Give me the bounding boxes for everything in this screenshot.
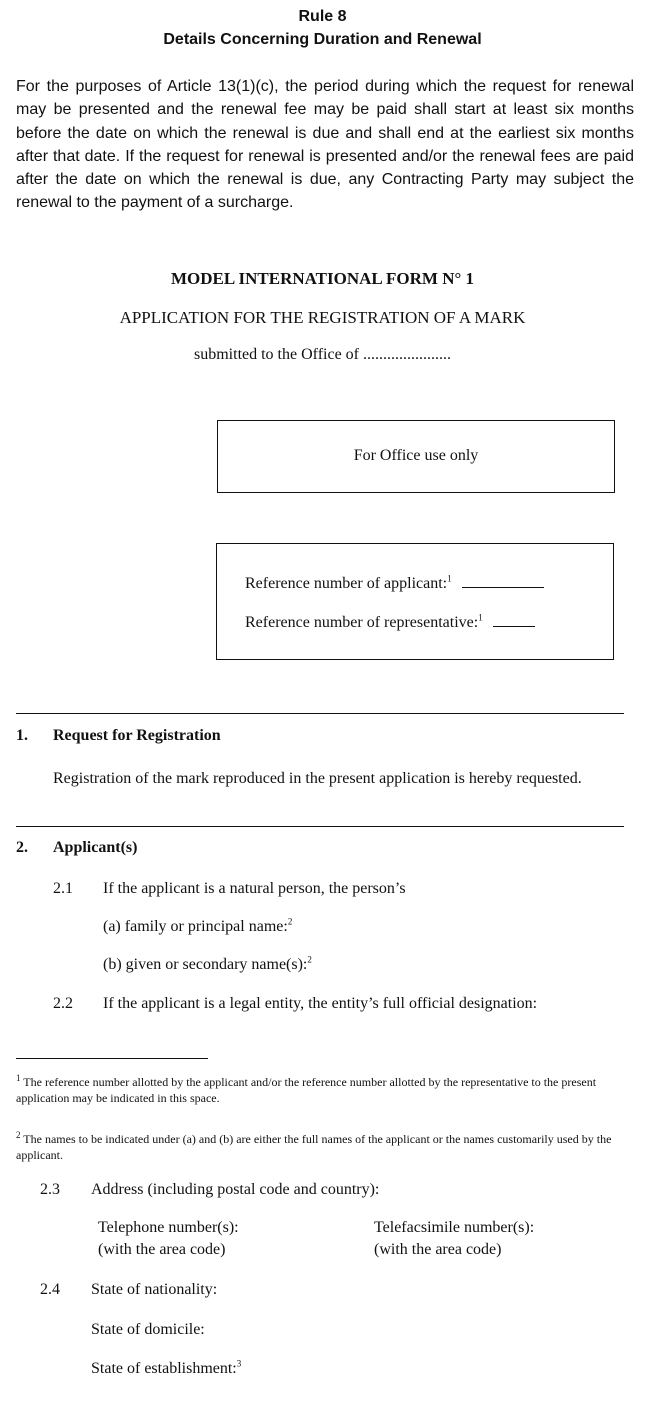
footnote-ref-1: 1 bbox=[447, 573, 452, 584]
domicile-label: State of domicile: bbox=[91, 1321, 205, 1338]
rule-number: Rule 8 bbox=[298, 8, 347, 25]
footnote-1-text: The reference number allotted by the applicant and/or the reference number allotted by the representative to the present application may be indicated in this space. bbox=[16, 1075, 597, 1105]
ref-representative-label: Reference number of representative: bbox=[245, 614, 479, 631]
footnote-ref-2: 2 bbox=[287, 916, 293, 927]
s21a-label: (a) family or principal name: bbox=[103, 918, 288, 935]
submitted-to-office: submitted to the Office of ...................... bbox=[194, 346, 451, 363]
rule-title: Details Concerning Duration and Renewal bbox=[163, 31, 482, 48]
footnote-ref-1b: 1 bbox=[478, 612, 483, 623]
footnote-1-mark: 1 bbox=[16, 1073, 21, 1083]
office-use-label: For Office use only bbox=[353, 447, 479, 464]
section2-number: 2. bbox=[16, 839, 28, 856]
footnote-ref-2b: 2 bbox=[307, 954, 312, 965]
form-subtitle: APPLICATION FOR THE REGISTRATION OF A MARK bbox=[119, 308, 526, 327]
nationality-label: State of nationality: bbox=[91, 1281, 218, 1298]
s22-text: If the applicant is a legal entity, the entity’s full official designation: bbox=[103, 995, 538, 1012]
reference-box bbox=[216, 543, 614, 660]
footnote-ref-3: 3 bbox=[236, 1358, 242, 1369]
s21-text: If the applicant is a natural person, the person’s bbox=[103, 880, 406, 897]
fax-note: (with the area code) bbox=[374, 1241, 502, 1258]
telephone-label: Telephone number(s): bbox=[98, 1219, 239, 1236]
s21-number: 2.1 bbox=[53, 880, 73, 897]
footnote-2 bbox=[16, 1131, 626, 1163]
divider-1 bbox=[16, 713, 624, 714]
s22-number: 2.2 bbox=[53, 995, 73, 1012]
office-use-box bbox=[217, 420, 615, 493]
s21b-label: (b) given or secondary name(s): bbox=[103, 956, 308, 973]
ref-applicant-field[interactable] bbox=[462, 571, 544, 588]
section1-title: Request for Registration bbox=[53, 727, 221, 744]
s24-number: 2.4 bbox=[40, 1281, 60, 1298]
ref-representative-row bbox=[245, 610, 535, 632]
ref-applicant-row bbox=[245, 571, 544, 593]
establishment-label: State of establishment: bbox=[91, 1360, 237, 1377]
s23-number: 2.3 bbox=[40, 1181, 60, 1198]
telephone-note: (with the area code) bbox=[98, 1241, 226, 1258]
section1-number: 1. bbox=[16, 727, 28, 744]
footnote-2-mark: 2 bbox=[16, 1130, 21, 1140]
divider-2 bbox=[16, 826, 624, 827]
footnote-1 bbox=[16, 1074, 626, 1106]
section1-text: Registration of the mark reproduced in the present application is hereby requested. bbox=[53, 770, 582, 787]
ref-representative-field[interactable] bbox=[493, 610, 535, 627]
s21a-row bbox=[103, 918, 292, 936]
establishment-row bbox=[91, 1360, 241, 1378]
rule-paragraph: For the purposes of Article 13(1)(c), the period during which the request for renewal may be presented and the renewal fee may be paid shall start at least six months before the date on which the renewal is due and shall end at the earliest six months after that date. If the request for renewal is presented and/or the renewal fees are paid after the date on which the renewal is due, any Contracting Party may subject the renewal to the payment of a surcharge. bbox=[16, 78, 634, 212]
s23-text: Address (including postal code and country): bbox=[91, 1181, 380, 1198]
section2-title: Applicant(s) bbox=[53, 839, 138, 856]
footnote-2-text: The names to be indicated under (a) and (b) are either the full names of the applicant or the names customarily used by the applicant. bbox=[16, 1132, 612, 1162]
form-title: MODEL INTERNATIONAL FORM N° 1 bbox=[170, 269, 475, 288]
s21b-row bbox=[103, 956, 312, 974]
ref-applicant-label: Reference number of applicant: bbox=[245, 575, 448, 592]
fax-label: Telefacsimile number(s): bbox=[374, 1219, 535, 1236]
footnote-divider bbox=[16, 1058, 208, 1059]
